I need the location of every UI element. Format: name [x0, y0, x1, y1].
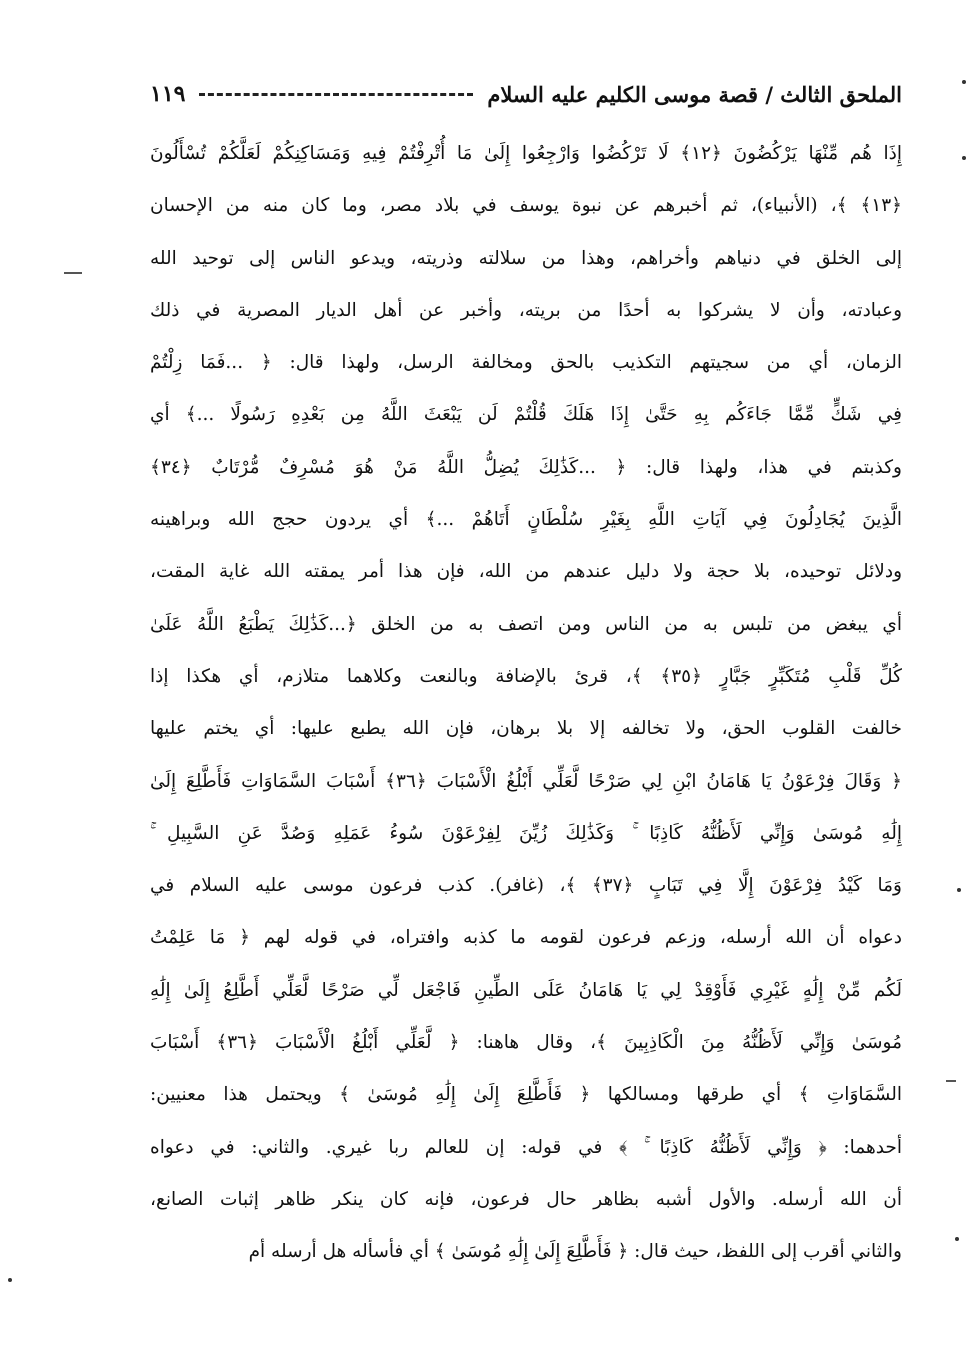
header-dotted-leader: [199, 93, 473, 96]
margin-dash: [946, 1080, 956, 1082]
text-line: والثاني أقرب إلى اللفظ، حيث قال: ﴿ فَأَطَّلِعَ إِلَىٰ إِلَٰهِ مُوسَىٰ ﴾ أي فأسأله هل أرسله أم: [248, 1241, 902, 1263]
page-number: ١١٩: [150, 81, 186, 107]
scan-speck: [8, 1278, 12, 1282]
running-header: [150, 74, 902, 114]
body-text: [150, 128, 902, 1279]
margin-dash: [64, 272, 82, 274]
scan-speck: [962, 156, 966, 160]
text-line: أي يبغض من تلبس به من الناس ومن اتصف به من الخلق ﴿...كَذَٰلِكَ يَطْبَعُ اللَّهُ عَلَىٰ: [150, 613, 902, 635]
text-line: إِذَا هُم مِّنْهَا يَرْكُضُونَ ﴿١٢﴾ لَا تَرْكُضُوا وَارْجِعُوا إِلَىٰ مَا أُتْرِفْتُمْ فِيهِ وَمَسَاكِنِكُمْ لَعَلَّكُمْ تُسْأَلُونَ: [150, 143, 902, 164]
text-line: لَكُم مِّنْ إِلَٰهٍ غَيْرِي فَأَوْقِدْ لِي يَا هَامَانُ عَلَى الطِّينِ فَاجْعَل لِّي صَرْحًا لَّعَلِّي أَطَّلِعُ إِلَىٰ إِلَٰهِ: [150, 979, 902, 1001]
text-line: ﴿١٣﴾ ﴾، (الأنبياء)، ثم أخبرهم عن نبوة يوسف في بلاد مصر، وما كان منه من الإحسان: [150, 195, 902, 217]
text-line: إلى الخلق في دنياهم وأخراهم، وهذا من سلالته وذريته، ويدعو الناس إلى توحيد الله: [150, 247, 902, 269]
text-line: وعبادته، وأن لا يشركوا به أحدًا من بريته، وأخبر عن أهل الديار المصرية في ذلك: [150, 299, 902, 321]
scan-speck: [955, 1237, 959, 1241]
text-line: ودلائل توحيده، بلا حجة ولا دليل عندهم من الله، فإن هذا أمر يمقته الله غاية المقت،: [150, 561, 902, 583]
text-line: الزمان، أي من سجيتهم التكذيب بالحق ومخالفة الرسل، ولهذا قال: ﴿ ...فَمَا زِلْتُمْ: [150, 352, 902, 374]
text-line: دعواه أن الله أرسله، وزعم فرعون لقومه ما كذبه وافتراه، في قوله لهم ﴿ مَا عَلِمْتُ: [150, 927, 902, 949]
text-line: إِلَٰهِ مُوسَىٰ وَإِنِّي لَأَظُنُّهُ كَاذِبًا ۚ وَكَذَٰلِكَ زُيِّنَ لِفِرْعَوْنَ سُوءُ عَمَلِهِ وَصُدَّ عَنِ السَّبِيلِ ۚ: [150, 822, 902, 844]
text-line: الَّذِينَ يُجَادِلُونَ فِي آيَاتِ اللَّهِ بِغَيْرِ سُلْطَانٍ أَتَاهُمْ ...﴾ أي يردون حجج الله وبراهينه: [150, 509, 902, 531]
text-line: مُوسَىٰ وَإِنِّي لَأَظُنُّهُ مِنَ الْكَاذِبِينَ ﴾، وقال هاهنا: ﴿ لَّعَلِّي أَبْلُغُ الْأَسْبَابَ ﴿٣٦﴾ أَسْبَابَ: [150, 1032, 902, 1054]
scan-speck: [962, 80, 966, 84]
scan-speck: [957, 888, 961, 892]
text-line: أن الله أرسله. والأول أشبه بظاهر حال فرعون، فإنه كان ينكر ظاهر إثبات الصانع،: [150, 1188, 902, 1210]
text-line: كُلِّ قَلْبِ مُتَكَبِّرٍ جَبَّارٍ ﴿٣٥﴾ ﴾، قرئ بالإضافة وبالنعت وكلاهما متلازم، أي هكذا إذا: [150, 665, 902, 687]
chapter-title: الملحق الثالث / قصة موسى الكليم عليه السلام: [487, 81, 902, 107]
text-line: خالفت القلوب الحق، ولا تخالفه إلا بلا برهان، فإن الله يطبع عليها: أي يختم عليها: [150, 718, 902, 740]
text-line: أحدهما: ﴿ وَإِنِّي لَأَظُنُّهُ كَاذِبًا ۚ ﴾ في قوله: إن للعالم ربا غيري. والثاني: في دعواه: [150, 1136, 902, 1158]
text-line: السَّمَاوَاتِ ﴾ أي طرقها ومسالكها ﴿ فَأَطَّلِعَ إِلَىٰ إِلَٰهِ مُوسَىٰ ﴾ ويحتمل هذا معنيين:: [150, 1084, 902, 1106]
text-line: وَمَا كَيْدُ فِرْعَوْنَ إِلَّا فِي تَبَابٍ ﴿٣٧﴾ ﴾، (غافر). كذب فرعون موسى عليه السلام في: [150, 875, 902, 897]
text-line: ﴿ وَقَالَ فِرْعَوْنُ يَا هَامَانُ ابْنِ لِي صَرْحًا لَّعَلِّي أَبْلُغُ الْأَسْبَابَ ﴿٣٦﴾ أَسْبَابَ السَّمَاوَاتِ فَأَطَّلِعَ إِلَىٰ: [150, 770, 902, 792]
text-line: وكذبتم في هذا، ولهذا قال: ﴿ ...كَذَٰلِكَ يُضِلُّ اللَّهُ مَنْ هُوَ مُسْرِفٌ مُّرْتَابٌ ﴿٣٤﴾: [150, 456, 902, 478]
text-line: فِي شَكٍّ مِّمَّا جَاءَكُم بِهِ حَتَّىٰ إِذَا هَلَكَ قُلْتُمْ لَن يَبْعَثَ اللَّهُ مِن بَعْدِهِ رَسُولًا ...﴾ أي: [150, 404, 902, 426]
